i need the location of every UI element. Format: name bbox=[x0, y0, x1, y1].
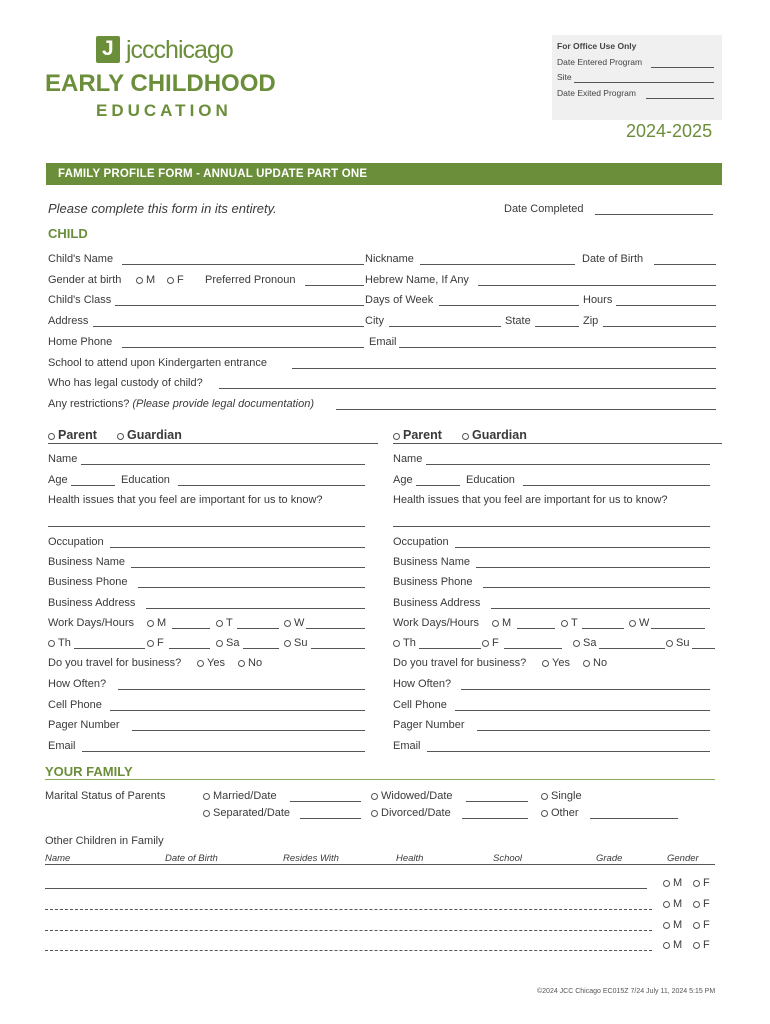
col-name: Name bbox=[45, 853, 71, 864]
parent-column-2 bbox=[393, 428, 723, 758]
day-su-field[interactable] bbox=[311, 648, 365, 649]
business-phone-field[interactable] bbox=[483, 587, 710, 588]
days-field[interactable] bbox=[439, 305, 579, 306]
day-th[interactable]: Th bbox=[393, 637, 416, 650]
day-sa-field[interactable] bbox=[599, 648, 665, 649]
days-label: Days of Week bbox=[365, 294, 434, 306]
guardian-option[interactable]: Guardian bbox=[462, 429, 527, 442]
radio-icon bbox=[693, 942, 700, 949]
child-gender-m[interactable]: M bbox=[663, 898, 682, 911]
day-m[interactable]: M bbox=[147, 617, 166, 630]
day-f[interactable]: F bbox=[482, 637, 499, 650]
hours-label: Hours bbox=[583, 294, 613, 306]
child-gender-f[interactable]: F bbox=[693, 877, 710, 890]
occupation-field[interactable] bbox=[455, 547, 710, 548]
zip-field[interactable] bbox=[603, 326, 716, 327]
parent-email-label: Email bbox=[48, 740, 76, 752]
marital-label: Marital Status of Parents bbox=[45, 790, 166, 802]
radio-icon bbox=[167, 277, 174, 284]
family-rule bbox=[45, 779, 715, 780]
city-field[interactable] bbox=[389, 326, 501, 327]
health-label: Health issues that you feel are important for us to know? bbox=[48, 494, 323, 506]
radio-icon bbox=[663, 901, 670, 908]
col-grade: Grade bbox=[596, 853, 623, 864]
business-address-label: Business Address bbox=[48, 597, 136, 609]
city-label: City bbox=[365, 315, 384, 327]
school-year: 2024-2025 bbox=[626, 121, 713, 141]
child-name-label: Child's Name bbox=[48, 253, 114, 265]
education-label: Education bbox=[466, 474, 515, 486]
table-row[interactable] bbox=[45, 950, 652, 951]
health-label: Health issues that you feel are important for us to know? bbox=[393, 494, 668, 506]
business-address-field[interactable] bbox=[491, 608, 710, 609]
how-often-field[interactable] bbox=[461, 689, 710, 690]
guardian-option[interactable]: Guardian bbox=[117, 429, 182, 442]
radio-icon bbox=[147, 640, 154, 647]
day-sa[interactable]: Sa bbox=[216, 637, 239, 650]
radio-icon bbox=[629, 620, 636, 627]
occupation-label: Occupation bbox=[393, 536, 449, 548]
day-w-field[interactable] bbox=[306, 628, 365, 629]
program-title: EARLY CHILDHOOD bbox=[45, 70, 276, 97]
office-entered-label: Date Entered Program bbox=[557, 57, 643, 67]
date-completed-label: Date Completed bbox=[504, 203, 584, 215]
gender-f-option[interactable]: F bbox=[167, 274, 184, 287]
nickname-field[interactable] bbox=[420, 264, 575, 265]
radio-icon bbox=[284, 620, 291, 627]
pronoun-field[interactable] bbox=[305, 285, 364, 286]
child-class-field[interactable] bbox=[115, 305, 364, 306]
parent-name-field[interactable] bbox=[81, 464, 365, 465]
child-class-label: Child's Class bbox=[48, 294, 112, 306]
radio-icon bbox=[666, 640, 673, 647]
email-field[interactable] bbox=[399, 347, 716, 348]
child-gender-m[interactable]: M bbox=[663, 919, 682, 932]
travel-label: Do you travel for business? bbox=[393, 657, 527, 669]
instructions: Please complete this form in its entirety. bbox=[48, 201, 277, 216]
day-w[interactable]: W bbox=[284, 617, 304, 630]
pager-label: Pager Number bbox=[393, 719, 465, 731]
health-field[interactable] bbox=[393, 526, 710, 527]
radio-icon bbox=[663, 880, 670, 887]
date-completed-field[interactable] bbox=[595, 214, 713, 215]
col-school: School bbox=[493, 853, 523, 864]
radio-icon bbox=[583, 660, 590, 667]
business-address-field[interactable] bbox=[146, 608, 365, 609]
home-phone-field[interactable] bbox=[122, 347, 364, 348]
travel-no-option[interactable]: No bbox=[238, 657, 262, 670]
radio-icon bbox=[561, 620, 568, 627]
radio-icon bbox=[203, 793, 210, 800]
age-label: Age bbox=[48, 474, 68, 486]
child-name-field[interactable] bbox=[122, 264, 364, 265]
office-exited-line[interactable] bbox=[646, 98, 714, 99]
cell-label: Cell Phone bbox=[393, 699, 447, 711]
other-option[interactable]: Other bbox=[541, 807, 579, 820]
how-often-label: How Often? bbox=[48, 678, 107, 690]
day-t-field[interactable] bbox=[582, 628, 624, 629]
custody-label: Who has legal custody of child? bbox=[48, 377, 203, 389]
radio-icon bbox=[393, 640, 400, 647]
radio-icon bbox=[693, 880, 700, 887]
col-gender: Gender bbox=[667, 853, 699, 864]
other-field[interactable] bbox=[590, 818, 678, 819]
day-t-field[interactable] bbox=[237, 628, 279, 629]
health-field[interactable] bbox=[48, 526, 365, 527]
restrictions-label: Any restrictions? (Please provide legal documentation) bbox=[48, 398, 314, 410]
table-row[interactable] bbox=[45, 909, 652, 910]
logo-wordmark: jccchicago bbox=[126, 36, 233, 64]
radio-icon bbox=[371, 810, 378, 817]
parent-email-label: Email bbox=[393, 740, 421, 752]
day-t[interactable]: T bbox=[216, 617, 233, 630]
radio-icon bbox=[371, 793, 378, 800]
radio-icon bbox=[136, 277, 143, 284]
pronoun-label: Preferred Pronoun bbox=[205, 274, 296, 286]
office-exited-label: Date Exited Program bbox=[557, 88, 636, 98]
program-subtitle: EDUCATION bbox=[96, 101, 232, 120]
business-name-label: Business Name bbox=[48, 556, 126, 568]
how-often-label: How Often? bbox=[393, 678, 452, 690]
dob-label: Date of Birth bbox=[582, 253, 644, 265]
widowed-date-field[interactable] bbox=[466, 801, 528, 802]
radio-icon bbox=[48, 433, 55, 440]
state-field[interactable] bbox=[535, 326, 579, 327]
radio-icon bbox=[492, 620, 499, 627]
day-su[interactable]: Su bbox=[666, 637, 689, 650]
footer: ©2024 JCC Chicago EC015Z 7/24 July 11, 2024 5:15 PM bbox=[537, 988, 716, 995]
radio-icon bbox=[197, 660, 204, 667]
radio-icon bbox=[147, 620, 154, 627]
cell-label: Cell Phone bbox=[48, 699, 102, 711]
gender-m-option[interactable]: M bbox=[136, 274, 155, 287]
day-m-field[interactable] bbox=[172, 628, 210, 629]
heading-rule bbox=[393, 443, 722, 444]
child-heading: CHILD bbox=[48, 226, 88, 241]
address-field[interactable] bbox=[93, 326, 364, 327]
table-row[interactable] bbox=[45, 888, 647, 889]
occupation-label: Occupation bbox=[48, 536, 104, 548]
email-label: Email bbox=[369, 336, 397, 348]
office-title: For Office Use Only bbox=[557, 41, 637, 51]
radio-icon bbox=[216, 640, 223, 647]
business-phone-field[interactable] bbox=[138, 587, 365, 588]
business-name-label: Business Name bbox=[393, 556, 471, 568]
parent-option[interactable]: Parent bbox=[393, 429, 442, 442]
parent-name-label: Name bbox=[393, 453, 423, 465]
separated-option[interactable]: Separated/Date bbox=[203, 807, 290, 820]
education-field[interactable] bbox=[178, 485, 365, 486]
jcc-logo-mark: J bbox=[96, 36, 120, 63]
married-option[interactable]: Married/Date bbox=[203, 790, 277, 803]
travel-no-option[interactable]: No bbox=[583, 657, 607, 670]
radio-icon bbox=[238, 660, 245, 667]
day-f-field[interactable] bbox=[504, 648, 562, 649]
form-banner-title: FAMILY PROFILE FORM - ANNUAL UPDATE PART ONE bbox=[58, 168, 368, 180]
office-site-label: Site bbox=[557, 72, 572, 82]
divorced-option[interactable]: Divorced/Date bbox=[371, 807, 451, 820]
school-field[interactable] bbox=[292, 368, 716, 369]
age-label: Age bbox=[393, 474, 413, 486]
hebrew-name-field[interactable] bbox=[478, 285, 716, 286]
state-label: State bbox=[505, 315, 531, 327]
radio-icon bbox=[203, 810, 210, 817]
business-phone-label: Business Phone bbox=[48, 576, 128, 588]
child-gender-f[interactable]: F bbox=[693, 919, 710, 932]
parent-email-field[interactable] bbox=[427, 751, 710, 752]
day-m[interactable]: M bbox=[492, 617, 511, 630]
widowed-option[interactable]: Widowed/Date bbox=[371, 790, 453, 803]
table-row[interactable] bbox=[45, 930, 652, 931]
travel-label: Do you travel for business? bbox=[48, 657, 182, 669]
education-label: Education bbox=[121, 474, 170, 486]
divorced-date-field[interactable] bbox=[462, 818, 528, 819]
radio-icon bbox=[117, 433, 124, 440]
day-f-field[interactable] bbox=[169, 648, 210, 649]
pager-label: Pager Number bbox=[48, 719, 120, 731]
child-gender-f[interactable]: F bbox=[693, 939, 710, 952]
office-use-box bbox=[552, 35, 722, 120]
pager-field[interactable] bbox=[132, 730, 365, 731]
parent-option[interactable]: Parent bbox=[48, 429, 97, 442]
age-field[interactable] bbox=[71, 485, 115, 486]
radio-icon bbox=[462, 433, 469, 440]
day-f[interactable]: F bbox=[147, 637, 164, 650]
radio-icon bbox=[393, 433, 400, 440]
education-field[interactable] bbox=[523, 485, 710, 486]
parent-email-field[interactable] bbox=[82, 751, 365, 752]
how-often-field[interactable] bbox=[118, 689, 365, 690]
address-label: Address bbox=[48, 315, 89, 327]
radio-icon bbox=[541, 810, 548, 817]
business-address-label: Business Address bbox=[393, 597, 481, 609]
child-gender-f[interactable]: F bbox=[693, 898, 710, 911]
radio-icon bbox=[573, 640, 580, 647]
restrictions-field[interactable] bbox=[336, 409, 716, 410]
parent-name-field[interactable] bbox=[426, 464, 710, 465]
office-site-line[interactable] bbox=[574, 82, 714, 83]
single-option[interactable]: Single bbox=[541, 790, 582, 803]
col-health: Health bbox=[396, 853, 424, 864]
home-phone-label: Home Phone bbox=[48, 336, 113, 348]
day-sa-field[interactable] bbox=[243, 648, 279, 649]
day-sa[interactable]: Sa bbox=[573, 637, 596, 650]
heading-rule bbox=[48, 443, 378, 444]
col-resides: Resides With bbox=[283, 853, 339, 864]
custody-field[interactable] bbox=[219, 388, 716, 389]
radio-icon bbox=[541, 793, 548, 800]
work-days-label: Work Days/Hours bbox=[48, 617, 134, 629]
radio-icon bbox=[663, 942, 670, 949]
age-field[interactable] bbox=[416, 485, 460, 486]
nickname-label: Nickname bbox=[365, 253, 414, 265]
married-date-field[interactable] bbox=[290, 801, 361, 802]
business-name-field[interactable] bbox=[476, 567, 710, 568]
day-th-field[interactable] bbox=[419, 648, 481, 649]
other-children-label: Other Children in Family bbox=[45, 835, 164, 847]
child-gender-m[interactable]: M bbox=[663, 939, 682, 952]
business-phone-label: Business Phone bbox=[393, 576, 473, 588]
day-w[interactable]: W bbox=[629, 617, 649, 630]
radio-icon bbox=[693, 922, 700, 929]
table-header-rule bbox=[45, 864, 715, 865]
radio-icon bbox=[542, 660, 549, 667]
parent-name-label: Name bbox=[48, 453, 78, 465]
business-name-field[interactable] bbox=[131, 567, 365, 568]
radio-icon bbox=[216, 620, 223, 627]
day-w-field[interactable] bbox=[651, 628, 705, 629]
day-m-field[interactable] bbox=[517, 628, 555, 629]
work-days-label: Work Days/Hours bbox=[393, 617, 479, 629]
day-su[interactable]: Su bbox=[284, 637, 307, 650]
cell-field[interactable] bbox=[455, 710, 710, 711]
day-t[interactable]: T bbox=[561, 617, 578, 630]
separated-date-field[interactable] bbox=[300, 818, 361, 819]
radio-icon bbox=[663, 922, 670, 929]
radio-icon bbox=[693, 901, 700, 908]
day-th-field[interactable] bbox=[74, 648, 145, 649]
gender-label: Gender at birth bbox=[48, 274, 122, 286]
child-gender-m[interactable]: M bbox=[663, 877, 682, 890]
travel-yes-option[interactable]: Yes bbox=[197, 657, 225, 670]
parent-column-1 bbox=[48, 428, 378, 758]
cell-field[interactable] bbox=[110, 710, 365, 711]
radio-icon bbox=[284, 640, 291, 647]
office-entered-line[interactable] bbox=[651, 67, 714, 68]
occupation-field[interactable] bbox=[110, 547, 365, 548]
hebrew-name-label: Hebrew Name, If Any bbox=[365, 274, 469, 286]
col-dob: Date of Birth bbox=[165, 853, 218, 864]
radio-icon bbox=[482, 640, 489, 647]
dob-field[interactable] bbox=[654, 264, 716, 265]
travel-yes-option[interactable]: Yes bbox=[542, 657, 570, 670]
pager-field[interactable] bbox=[477, 730, 710, 731]
day-su-field[interactable] bbox=[692, 648, 715, 649]
radio-icon bbox=[48, 640, 55, 647]
family-heading: YOUR FAMILY bbox=[45, 764, 133, 779]
form-banner bbox=[46, 163, 722, 185]
day-th[interactable]: Th bbox=[48, 637, 71, 650]
hours-field[interactable] bbox=[616, 305, 716, 306]
zip-label: Zip bbox=[583, 315, 599, 327]
school-label: School to attend upon Kindergarten entrance bbox=[48, 357, 267, 369]
